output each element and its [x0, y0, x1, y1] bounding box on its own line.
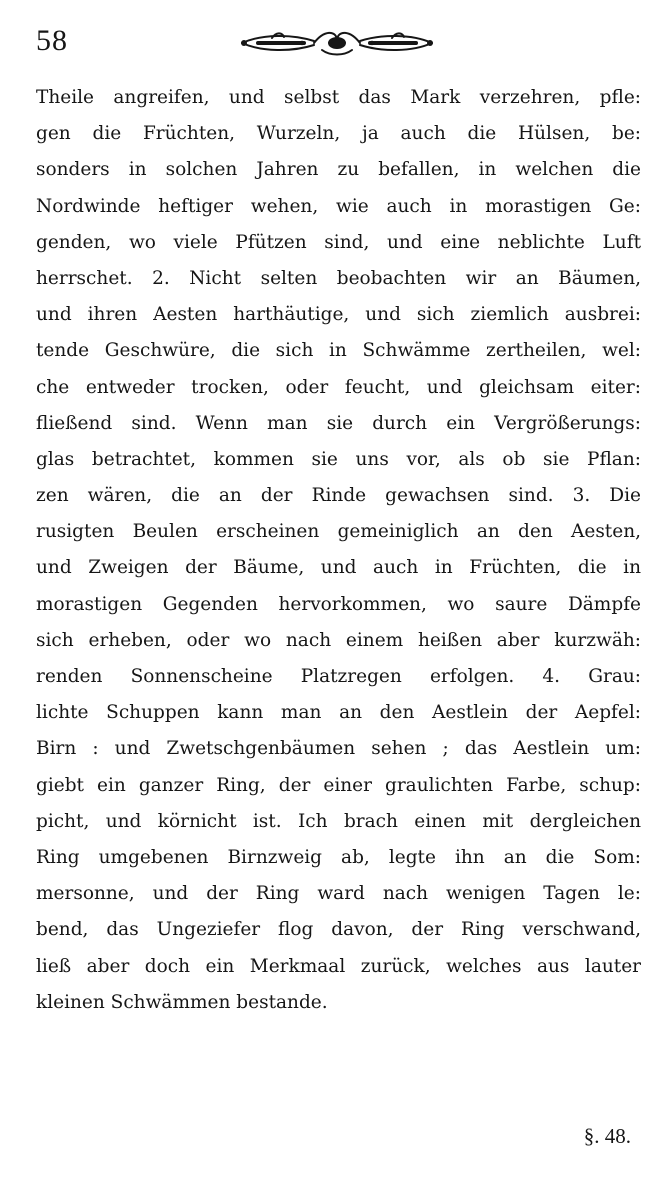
text-line: herrschet. 2. Nicht selten beobachten wir an Bäumen, — [36, 267, 641, 289]
text-line: und ihren Aesten harthäutige, und sich ziemlich ausbrei: — [36, 304, 641, 326]
text-line: fließend sind. Wenn man sie durch ein Vergrößerungs: — [36, 412, 641, 434]
page-number: 58 — [36, 24, 68, 57]
text-line: zen wären, die an der Rinde gewachsen sind. 3. Die — [36, 485, 641, 507]
text-line: kleinen Schwämmen bestande. — [36, 991, 328, 1013]
catchword: §. 48. — [583, 1124, 631, 1148]
text-line: glas betrachtet, kommen sie uns vor, als ob sie Pflan: — [36, 448, 641, 470]
text-line: Theile angreifen, und selbst das Mark verzehren, pfle: — [36, 87, 641, 108]
text-line: picht, und körnicht ist. Ich brach einen mit dergleichen — [36, 810, 641, 832]
text-line: bend, das Ungeziefer flog davon, der Ring verschwand, — [36, 919, 641, 941]
text-line: sich erheben, oder wo nach einem heißen aber kurzwäh: — [36, 629, 641, 651]
text-line: renden Sonnenscheine Platzregen erfolgen. 4. Grau: — [36, 666, 641, 687]
text-line: gen die Früchten, Wurzeln, ja auch die Hülsen, be: — [36, 123, 641, 145]
text-line: und Zweigen der Bäume, und auch in Früchten, die in — [36, 557, 641, 579]
text-line: Birn : und Zwetschgenbäumen sehen ; das Aestlein um: — [36, 738, 641, 760]
text-line: Nordwinde heftiger wehen, wie auch in morastigen Ge: — [36, 195, 641, 217]
text-line: mersonne, und der Ring ward nach wenigen Tagen le: — [36, 883, 641, 905]
body-text — [36, 80, 641, 1021]
text-line: sonders in solchen Jahren zu befallen, in welchen die — [36, 159, 641, 181]
decorative-vine-ornament-icon — [232, 26, 442, 60]
text-line: giebt ein ganzer Ring, der einer graulichten Farbe, schup: — [36, 774, 641, 796]
text-line: rusigten Beulen erscheinen gemeiniglich an den Aesten, — [36, 521, 641, 543]
text-line: genden, wo viele Pfützen sind, und eine neblichte Luft — [36, 231, 641, 253]
text-line: Ring umgebenen Birnzweig ab, legte ihn an die Som: — [36, 846, 641, 868]
text-line: lichte Schuppen kann man an den Aestlein der Aepfel: — [36, 702, 641, 724]
text-line: morastigen Gegenden hervorkommen, wo saure Dämpfe — [36, 593, 641, 615]
text-line: ließ aber doch ein Merkmaal zurück, welches aus lauter — [36, 955, 641, 977]
text-line: che entweder trocken, oder feucht, und gleichsam eiter: — [36, 376, 641, 398]
text-line: tende Geschwüre, die sich in Schwämme zertheilen, wel: — [36, 340, 641, 362]
